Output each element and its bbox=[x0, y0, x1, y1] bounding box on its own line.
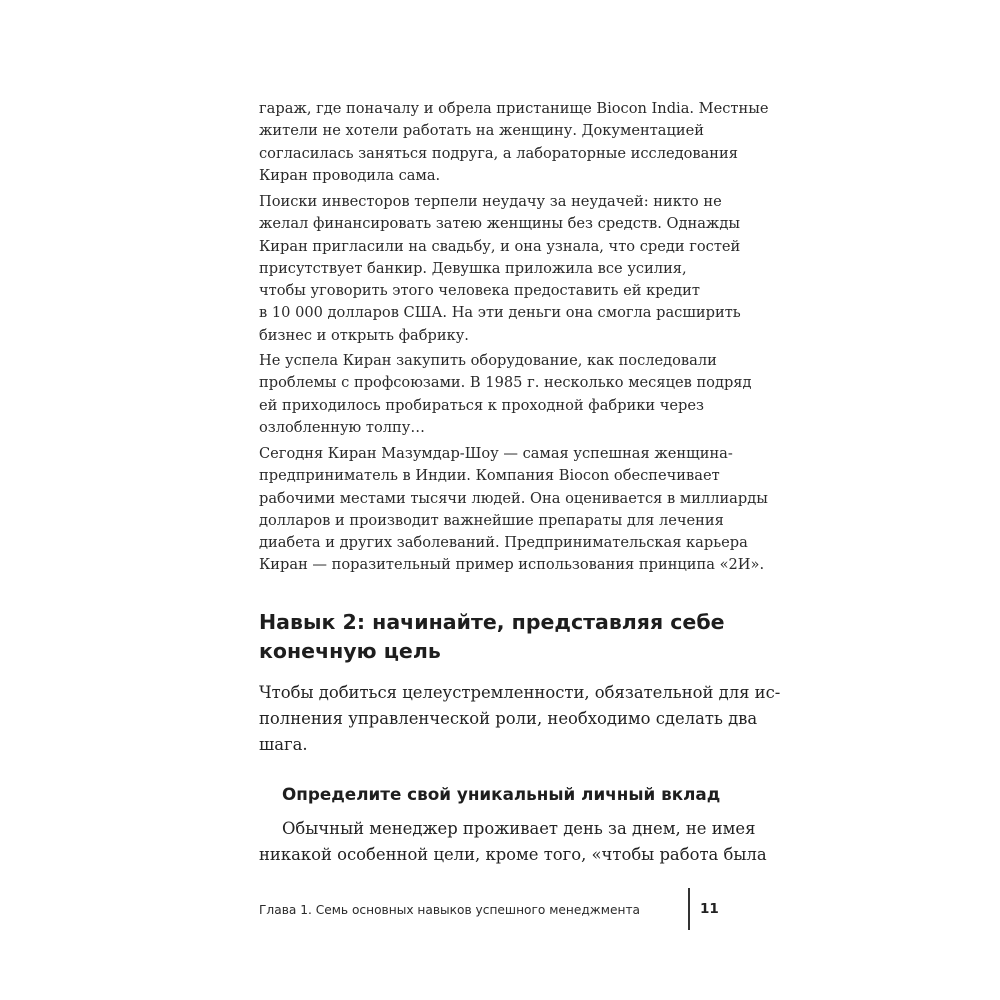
sidebar-paragraph-2 bbox=[259, 191, 741, 347]
text-line: полнения управленческой роли, необходимо сделать два bbox=[259, 709, 758, 728]
heading-line: Навык 2: начинайте, представляя себе bbox=[259, 610, 725, 634]
sidebar-paragraph-3 bbox=[259, 350, 752, 439]
text-line: гараж, где поначалу и обрела пристанище Biocon India. Местные bbox=[259, 100, 769, 117]
text-line: Поиски инвесторов терпели неудачу за неудачей: никто не bbox=[259, 193, 722, 210]
text-line: проблемы с профсоюзами. В 1985 г. несколько месяцев подряд bbox=[259, 374, 752, 392]
footer-divider bbox=[688, 888, 690, 930]
sidebar-paragraph-1 bbox=[259, 98, 769, 187]
running-footer-chapter-title: Глава 1. Семь основных навыков успешного менеджмента bbox=[259, 903, 641, 917]
text-line: ей приходилось пробираться к проходной фабрики через bbox=[259, 396, 704, 414]
sidebar-paragraph-4 bbox=[259, 443, 768, 577]
page-number: 11 bbox=[700, 901, 719, 917]
text-line: Не успела Киран закупить оборудование, как последовали bbox=[259, 352, 717, 369]
text-line: присутствует банкир. Девушка приложила все усилия, bbox=[259, 259, 687, 277]
text-line: рабочими местами тысячи людей. Она оценивается в миллиарды bbox=[259, 489, 768, 507]
text-line: предприниматель в Индии. Компания Biocon обеспечивает bbox=[259, 467, 720, 485]
text-line: желал финансировать затею женщины без средств. Однажды bbox=[259, 215, 740, 233]
text-line: Киран пригласили на свадьбу, и она узнала, что среди гостей bbox=[259, 237, 741, 255]
text-line: Обычный менеджер проживает день за днем, не имея bbox=[282, 819, 756, 838]
text-line: чтобы уговорить этого человека предоставить ей кредит bbox=[259, 282, 700, 300]
text-line: в 10 000 долларов США. На эти деньги она смогла расширить bbox=[259, 304, 741, 322]
text-line: диабета и других заболеваний. Предпринимательская карьера bbox=[259, 534, 748, 552]
text-line: Чтобы добиться целеустремленности, обязательной для ис- bbox=[259, 683, 781, 702]
text-line: долларов и производит важнейшие препараты для лечения bbox=[259, 511, 724, 529]
text-line: шага. bbox=[259, 735, 308, 754]
subsection-heading: Определите свой уникальный личный вклад bbox=[282, 784, 721, 804]
section-heading bbox=[259, 608, 725, 666]
heading-line: конечную цель bbox=[259, 639, 441, 663]
text-line: Сегодня Киран Мазумдар-Шоу — самая успешная женщина- bbox=[259, 445, 733, 462]
body-paragraph bbox=[259, 816, 767, 868]
text-line: Киран — поразительный пример использования принципа «2И». bbox=[259, 556, 765, 574]
text-line: согласилась заняться подруга, а лабораторные исследования bbox=[259, 144, 738, 162]
text-line: никакой особенной цели, кроме того, «чтобы работа была bbox=[259, 845, 767, 864]
text-line: бизнес и открыть фабрику. bbox=[259, 326, 469, 344]
text-line: жители не хотели работать на женщину. Документацией bbox=[259, 122, 704, 140]
intro-paragraph bbox=[259, 680, 781, 758]
text-line: озлобленную толпу… bbox=[259, 418, 425, 436]
text-line: Киран проводила сама. bbox=[259, 166, 441, 184]
